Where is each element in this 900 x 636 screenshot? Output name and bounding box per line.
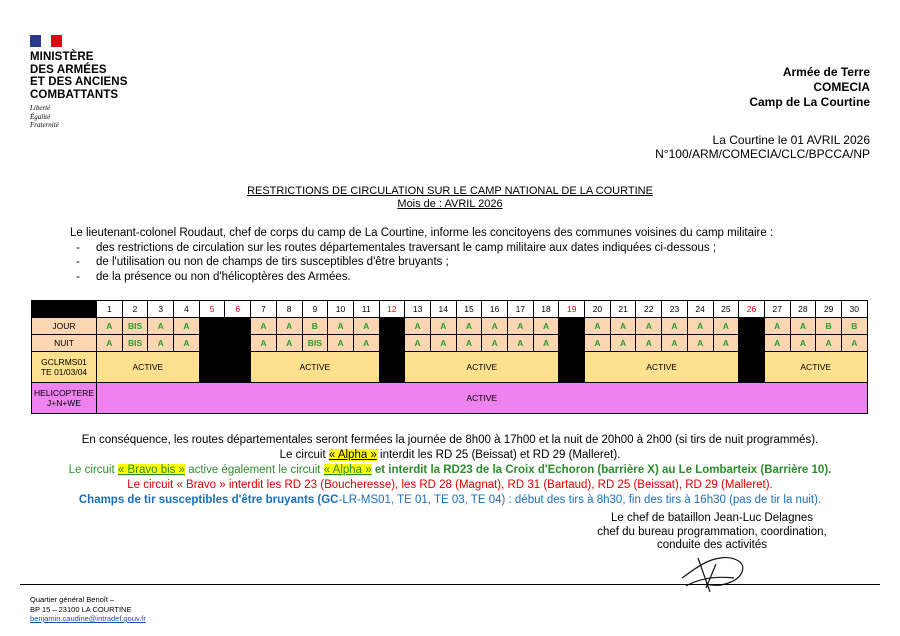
day-header-cell: 11: [353, 301, 379, 318]
circuit-cell: A: [533, 318, 559, 335]
table-row: [32, 318, 868, 335]
day-header-cell: 29: [816, 301, 842, 318]
circuit-cell: A: [508, 335, 534, 352]
closed-day-cell: [225, 335, 251, 352]
day-header-cell: 9: [302, 301, 328, 318]
circuit-cell: A: [533, 335, 559, 352]
circuit-cell: A: [328, 318, 354, 335]
alpha-line: Le circuit « Alpha » interdit les RD 25 (Beissat) et RD 29 (Malleret).: [279, 449, 621, 461]
day-header-cell: 1: [97, 301, 123, 318]
circuit-cell: A: [764, 318, 790, 335]
closed-day-cell: [379, 335, 405, 352]
helicopter-label-cell: HELICOPTERE J+N+WE: [32, 383, 97, 414]
closed-day-cell: [225, 352, 251, 383]
closed-day-cell: [559, 318, 585, 335]
handwritten-signature: [676, 548, 756, 594]
alpha-highlight: « Alpha »: [328, 449, 377, 461]
circuit-cell: A: [585, 335, 611, 352]
circuit-cell: A: [687, 318, 713, 335]
table-row: [32, 301, 868, 318]
day-header-cell: 27: [764, 301, 790, 318]
circuit-cell: A: [405, 318, 431, 335]
circuit-cell: A: [790, 318, 816, 335]
bravo-bis-line: Le circuit « Bravo bis » active également le circuit « Alpha » et interdit la RD23 de la Croix d'Echoron (barrière X) au Le Lombarteix (Barrière 10).: [68, 464, 832, 476]
circuit-cell: A: [430, 318, 456, 335]
circuit-cell: B: [816, 318, 842, 335]
intro-bullets: [70, 241, 773, 285]
circuit-cell: A: [636, 335, 662, 352]
circuit-cell: A: [148, 318, 174, 335]
circuit-cell: A: [456, 318, 482, 335]
alpha-highlight: « Alpha »: [323, 464, 372, 476]
circuit-cell: B: [841, 318, 867, 335]
closed-day-cell: [559, 335, 585, 352]
circuit-cell: A: [713, 335, 739, 352]
day-header-cell: 25: [713, 301, 739, 318]
circuit-cell: A: [662, 335, 688, 352]
day-header-cell: 24: [687, 301, 713, 318]
document-reference: N°100/ARM/COMECIA/CLC/BPCCA/NP: [655, 147, 870, 161]
hours-line: En conséquence, les routes départementales seront fermées la journée de 8h00 à 17h00 et la nuit de 20h00 à 2h00 (si tirs de nuit programmés).: [81, 434, 819, 446]
day-header-cell: 23: [662, 301, 688, 318]
document-date: La Courtine le 01 AVRIL 2026: [712, 133, 870, 147]
circuit-cell: A: [713, 318, 739, 335]
circuit-cell: A: [456, 335, 482, 352]
active-period-cell: ACTIVE: [585, 352, 739, 383]
row-label-cell: NUIT: [32, 335, 97, 352]
circuit-cell: A: [687, 335, 713, 352]
signature-block: Le chef de bataillon Jean-Luc Delagnes chef du bureau programmation, coordination, conduite des activités: [597, 512, 827, 551]
day-header-cell: 2: [122, 301, 148, 318]
day-header-cell: 17: [508, 301, 534, 318]
day-header-cell: 18: [533, 301, 559, 318]
firing-range-label-cell: GCLRMS01 TE 01/03/04: [32, 352, 97, 383]
consequences-text: [0, 433, 900, 508]
day-header-cell: 22: [636, 301, 662, 318]
circuit-cell: BIS: [122, 318, 148, 335]
closed-day-cell: [739, 318, 765, 335]
firing-range-line: Champs de tir susceptibles d'être bruyants (GC-LR-MS01, TE 01, TE 03, TE 04) : début des tirs à 8h30, fin des tirs à 16h30 (pas de tir la nuit).: [78, 494, 822, 506]
issuer-block: Armée de Terre COMECIA Camp de La Courtine: [749, 65, 870, 109]
day-header-cell: 16: [482, 301, 508, 318]
list-item: - des restrictions de circulation sur les routes départementales traversant le camp militaire aux dates indiquées ci-dessous ;: [70, 241, 773, 256]
closed-day-cell: [225, 318, 251, 335]
circuit-cell: A: [353, 335, 379, 352]
day-header-cell: 19: [559, 301, 585, 318]
circuit-cell: A: [482, 318, 508, 335]
contact-email-link[interactable]: benjamin.caudine@intradef.gouv.fr: [30, 614, 146, 623]
closed-day-cell: [199, 352, 225, 383]
circuit-cell: A: [97, 318, 123, 335]
ministry-name: MINISTÈRE DES ARMÉES ET DES ANCIENS COMBATTANTS: [30, 51, 128, 101]
footer-address: Quartier général Benoît – BP 15 – 23100 LA COURTINE benjamin.caudine@intradef.gouv.fr: [30, 595, 146, 623]
footer-divider: [20, 584, 880, 585]
circuit-cell: A: [174, 335, 200, 352]
circuit-cell: A: [508, 318, 534, 335]
circuit-cell: A: [585, 318, 611, 335]
circuit-cell: B: [302, 318, 328, 335]
day-header-cell: 15: [456, 301, 482, 318]
active-period-cell: ACTIVE: [251, 352, 379, 383]
circuit-cell: A: [97, 335, 123, 352]
circuit-cell: A: [816, 335, 842, 352]
circuit-cell: A: [841, 335, 867, 352]
circuit-cell: A: [276, 335, 302, 352]
circuit-cell: A: [174, 318, 200, 335]
circuit-cell: A: [430, 335, 456, 352]
list-item: - de la présence ou non d'hélicoptères des Armées.: [70, 270, 773, 285]
circuit-cell: A: [636, 318, 662, 335]
table-row: [32, 352, 868, 383]
row-label-cell: JOUR: [32, 318, 97, 335]
circuit-cell: A: [405, 335, 431, 352]
circuit-cell: BIS: [302, 335, 328, 352]
day-header-cell: 21: [610, 301, 636, 318]
closed-day-cell: [199, 335, 225, 352]
day-header-cell: 12: [379, 301, 405, 318]
bravo-bis-highlight: « Bravo bis »: [117, 464, 185, 476]
circuit-cell: BIS: [122, 335, 148, 352]
circuit-cell: A: [790, 335, 816, 352]
active-period-cell: ACTIVE: [405, 352, 559, 383]
day-header-cell: 28: [790, 301, 816, 318]
closed-day-cell: [199, 318, 225, 335]
circuit-cell: A: [662, 318, 688, 335]
day-header-cell: 7: [251, 301, 277, 318]
day-header-cell: 30: [841, 301, 867, 318]
circuit-cell: A: [353, 318, 379, 335]
restriction-calendar-table: [31, 300, 868, 414]
day-header-cell: 6: [225, 301, 251, 318]
closed-day-cell: [559, 352, 585, 383]
circuit-cell: A: [328, 335, 354, 352]
day-header-cell: 8: [276, 301, 302, 318]
day-header-cell: 13: [405, 301, 431, 318]
closed-day-cell: [739, 335, 765, 352]
republic-motto: Liberté Égalité Fraternité: [30, 104, 59, 129]
table-corner-cell: [32, 301, 97, 318]
closed-day-cell: [739, 352, 765, 383]
day-header-cell: 10: [328, 301, 354, 318]
circuit-cell: A: [482, 335, 508, 352]
closed-day-cell: [379, 318, 405, 335]
reference-block: [655, 133, 870, 161]
circuit-cell: A: [148, 335, 174, 352]
day-header-cell: 14: [430, 301, 456, 318]
intro-paragraph: Le lieutenant-colonel Roudaut, chef de corps du camp de La Courtine, informe les concitoyens des communes voisines du camp militaire : - des restrictions de circulation sur les routes départementales traversant le camp militaire aux dates indiquées ci-dessous ; - de l'utilisation ou non de champs de tirs susceptibles d'être bruyants ; - de la présence ou non d'hélicoptères des Armées.: [70, 226, 773, 284]
active-period-cell: ACTIVE: [764, 352, 867, 383]
circuit-cell: A: [276, 318, 302, 335]
circuit-cell: A: [610, 318, 636, 335]
table-row: [32, 335, 868, 352]
circuit-cell: A: [610, 335, 636, 352]
day-header-cell: 3: [148, 301, 174, 318]
circuit-cell: A: [251, 335, 277, 352]
list-item: - de l'utilisation ou non de champs de tirs susceptibles d'être bruyants ;: [70, 255, 773, 270]
document-title: RESTRICTIONS DE CIRCULATION SUR LE CAMP NATIONAL DE LA COURTINE Mois de : AVRIL 2026: [247, 185, 653, 210]
day-header-cell: 26: [739, 301, 765, 318]
bravo-line: Le circuit « Bravo » interdit les RD 23 (Boucheresse), les RD 28 (Magnat), RD 31 (Bartaud), RD 25 (Beissat), RD 29 (Malleret).: [127, 479, 773, 491]
marianne-logo-icon: [30, 35, 62, 47]
day-header-cell: 20: [585, 301, 611, 318]
helicopter-active-cell: ACTIVE: [97, 383, 868, 414]
circuit-cell: A: [764, 335, 790, 352]
closed-day-cell: [379, 352, 405, 383]
table-row: [32, 383, 868, 414]
day-header-cell: 4: [174, 301, 200, 318]
day-header-cell: 5: [199, 301, 225, 318]
active-period-cell: ACTIVE: [97, 352, 200, 383]
circuit-cell: A: [251, 318, 277, 335]
